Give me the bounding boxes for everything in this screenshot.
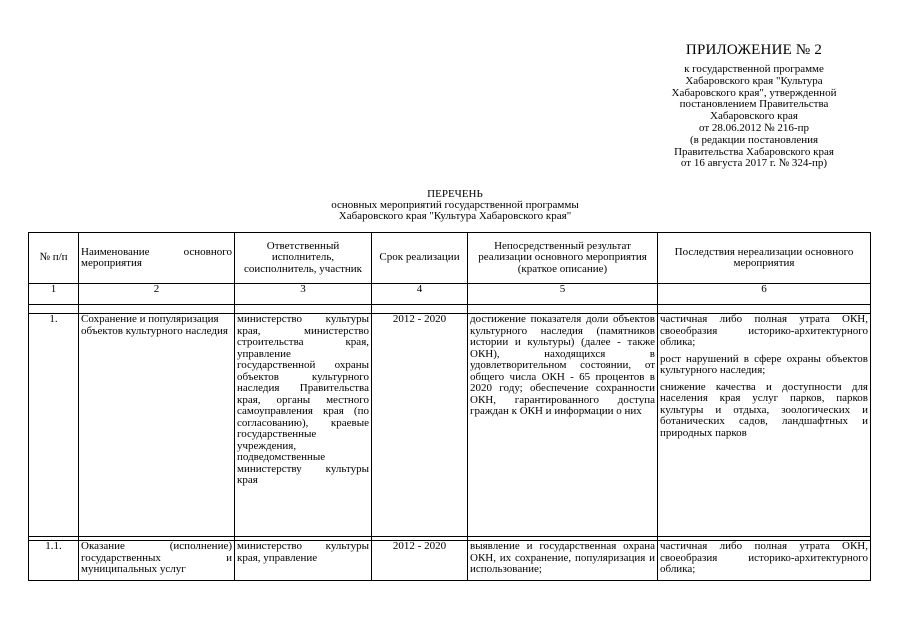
row-executor: министерство культуры края, управление: [235, 541, 372, 581]
appendix-line: от 28.06.2012 № 216-пр: [699, 121, 809, 134]
heading-title: ПЕРЕЧЕНЬ: [427, 188, 483, 200]
column-number: 6: [658, 284, 871, 305]
appendix-line: Правительства Хабаровского края: [674, 145, 834, 158]
row-number: 1.1.: [29, 541, 79, 581]
header-consequences: Последствия нереализации основного мероприятия: [658, 233, 871, 284]
row-result: выявление и государственная охрана ОКН, их сохранение, популяризация и использование;: [468, 541, 658, 581]
row-consequences: [658, 541, 871, 581]
consequence-item: частичная либо полная утрата ОКН, своеобразия историко-архитектурного облика;: [660, 540, 868, 575]
column-number-row: [29, 284, 871, 305]
appendix-line: постановлением Правительства: [679, 98, 829, 111]
column-number: 2: [79, 284, 235, 305]
table-header-row: [29, 233, 871, 284]
consequence-item: частичная либо полная утрата ОКН, своеобразия историко-архитектурного облика;: [660, 313, 868, 348]
appendix-line: Хабаровского края: [710, 110, 798, 123]
appendix-block: [636, 40, 872, 170]
header-result: Непосредственный результат реализации основного мероприятия (краткое описание): [468, 233, 658, 284]
activities-table: [28, 232, 871, 581]
column-number: 5: [468, 284, 658, 305]
appendix-line: Хабаровского края", утвержденной: [671, 86, 837, 99]
column-number: 4: [372, 284, 468, 305]
appendix-line: (в редакции постановления: [689, 133, 819, 146]
table-row: [29, 541, 871, 581]
column-number: 1: [29, 284, 79, 305]
table-row: [29, 314, 871, 537]
consequence-item: снижение качества и доступности для населения края услуг парков, парков культуры и отдыха, зоологических и ботанических садов, ландшафтных и природных парков: [660, 380, 868, 439]
appendix-line: от 16 августа 2017 г. № 324-пр): [680, 157, 828, 170]
heading-line-1: основных мероприятий государственной программы: [331, 199, 579, 211]
appendix-title: ПРИЛОЖЕНИЕ № 2: [685, 42, 823, 58]
row-term: 2012 - 2020: [372, 541, 468, 581]
consequence-item: рост нарушений в сфере охраны объектов культурного наследия;: [660, 352, 868, 376]
appendix-line: Хабаровского края "Культура: [685, 74, 823, 87]
header-term: Срок реализации: [372, 233, 468, 284]
header-name: Наименование основного мероприятия: [79, 233, 235, 284]
row-consequences: [658, 314, 871, 537]
row-result: достижение показателя доли объектов культурного наследия (памятников истории и культуры) (далее - также ОКН), находящихся в удовлетворительном состоянии, от общего числа ОКН - 65 процентов в 2020 году; обеспечение сохранности ОКН, гарантированного доступа граждан к ОКН и информации о них: [468, 314, 658, 537]
row-term: 2012 - 2020: [372, 314, 468, 537]
row-executor: министерство культуры края, министерство строительства края, управление государственной охраны объектов культурного наследия Правительства края, органы местного самоуправления края (по согласованию), краевые государственные учреждения, подведомственные министерству культуры края: [235, 314, 372, 537]
heading-line-2: Хабаровского края "Культура Хабаровского края": [338, 210, 572, 222]
header-executor: Ответственный исполнитель, соисполнитель, участник: [235, 233, 372, 284]
row-number: 1.: [29, 314, 79, 537]
header-num: № п/п: [29, 233, 79, 284]
row-activity-name: Оказание (исполнение) государственных и муниципальных услуг: [79, 541, 235, 581]
appendix-line: к государственной программе: [684, 63, 824, 75]
appendix-body: [636, 64, 872, 170]
document-heading: [290, 189, 620, 222]
column-number: 3: [235, 284, 372, 305]
row-activity-name: Сохранение и популяризация объектов культурного наследия: [79, 314, 235, 537]
